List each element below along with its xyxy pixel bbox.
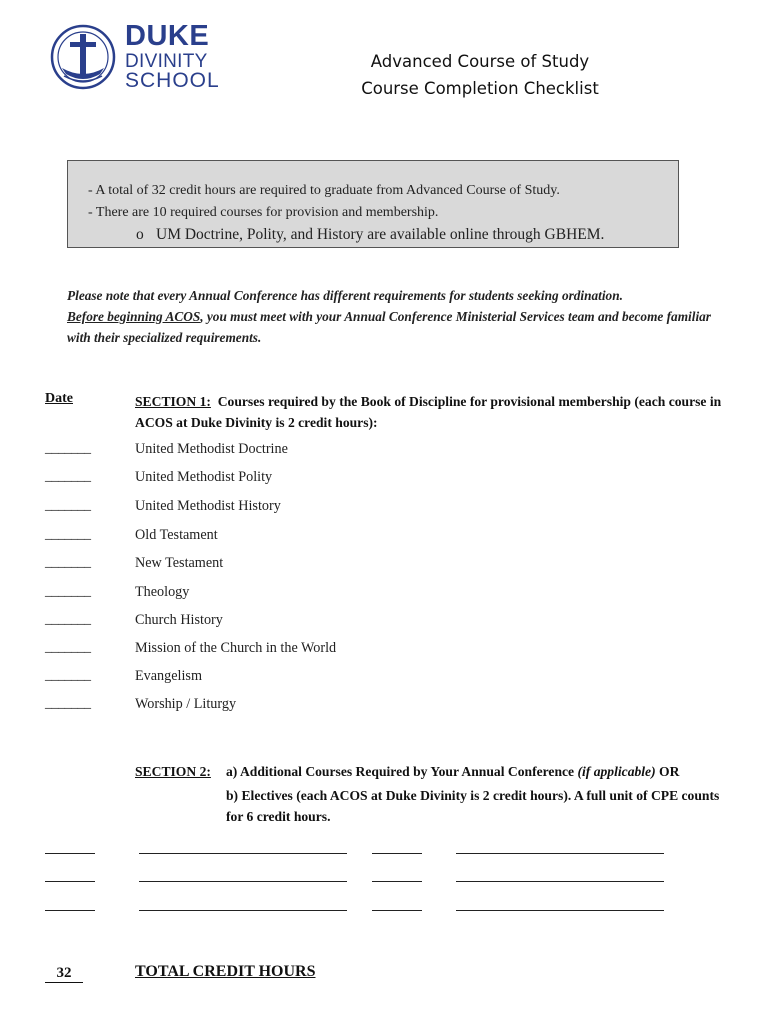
credits-line[interactable] xyxy=(372,910,422,911)
notes-line[interactable] xyxy=(456,910,664,911)
section-1-heading xyxy=(135,391,730,433)
course-row xyxy=(0,498,770,518)
course-line[interactable] xyxy=(139,881,347,882)
course-name: Old Testament xyxy=(135,527,218,543)
course-name: Mission of the Church in the World xyxy=(135,640,337,656)
logo-line-duke: DUKE xyxy=(125,20,210,52)
document-title xyxy=(340,48,620,102)
course-row xyxy=(0,555,770,575)
elective-row xyxy=(0,870,770,886)
logo-line-divinity: DIVINITY xyxy=(125,51,208,72)
course-row xyxy=(0,584,770,604)
note-part-2: Before beginning ACOS xyxy=(67,309,201,324)
credits-line[interactable] xyxy=(372,853,422,854)
section-2-option-a-text: a) Additional Courses Required by Your Annual Conference xyxy=(226,764,578,779)
date-blank[interactable]: _______ xyxy=(45,612,91,627)
course-name: Evangelism xyxy=(135,668,202,684)
course-name: United Methodist Doctrine xyxy=(135,441,288,457)
info-online-courses xyxy=(136,226,604,244)
requirements-info-box xyxy=(67,160,679,248)
duke-divinity-logo xyxy=(50,22,225,94)
date-blank[interactable]: _______ xyxy=(45,527,91,542)
conference-note xyxy=(67,285,717,348)
date-blank[interactable]: _______ xyxy=(45,696,91,711)
course-name: United Methodist Polity xyxy=(135,469,273,485)
section-2-or: OR xyxy=(655,764,680,779)
note-part-1: Please note that every Annual Conference has different requirements for students seeking ordination. xyxy=(67,288,623,303)
elective-row xyxy=(0,899,770,915)
date-blank[interactable]: _______ xyxy=(45,498,91,513)
total-credit-label: TOTAL CREDIT HOURS xyxy=(135,963,316,980)
info-online-text: UM Doctrine, Polity, and History are available online through GBHEM. xyxy=(156,226,605,243)
title-line-2: Course Completion Checklist xyxy=(361,79,599,98)
course-row xyxy=(0,612,770,632)
info-total-credits: - A total of 32 credit hours are required to graduate from Advanced Course of Study. xyxy=(88,183,560,198)
course-line[interactable] xyxy=(139,853,347,854)
course-name: Theology xyxy=(135,584,190,600)
credits-line[interactable] xyxy=(372,881,422,882)
date-line[interactable] xyxy=(45,853,95,854)
course-row xyxy=(0,527,770,547)
section-1-description: Courses required by the Book of Discipline for provisional membership (each course in ACOS at Duke Divinity is 2 credit hours): xyxy=(135,394,722,430)
title-line-1: Advanced Course of Study xyxy=(370,52,590,71)
section-2-label: SECTION 2: xyxy=(135,764,211,779)
date-blank[interactable]: _______ xyxy=(45,441,91,456)
note-part-3: , you must meet with your Annual Conference Ministerial Services team and become familiar with their specialized requirements. xyxy=(67,309,711,345)
section-2-option-a xyxy=(226,764,679,780)
seal-icon xyxy=(50,24,116,90)
date-column-header: Date xyxy=(45,391,73,406)
course-line[interactable] xyxy=(139,910,347,911)
course-name: New Testament xyxy=(135,555,224,571)
date-blank[interactable]: _______ xyxy=(45,469,91,484)
section-1-label: SECTION 1: xyxy=(135,394,211,409)
course-row xyxy=(0,696,770,716)
course-row xyxy=(0,640,770,660)
course-row xyxy=(0,668,770,688)
notes-line[interactable] xyxy=(456,881,664,882)
course-name: Church History xyxy=(135,612,223,628)
date-blank[interactable]: _______ xyxy=(45,555,91,570)
date-blank[interactable]: _______ xyxy=(45,668,91,683)
date-line[interactable] xyxy=(45,910,95,911)
course-name: United Methodist History xyxy=(135,498,281,514)
info-required-courses: - There are 10 required courses for provision and membership. xyxy=(88,205,439,220)
date-blank[interactable]: _______ xyxy=(45,640,91,655)
section-2-if-applicable: (if applicable) xyxy=(577,764,656,779)
total-credit-value: 32 xyxy=(45,964,83,983)
course-name: Worship / Liturgy xyxy=(135,696,237,712)
course-row xyxy=(0,441,770,461)
date-blank[interactable]: _______ xyxy=(45,584,91,599)
bullet-icon: o xyxy=(136,226,144,243)
section-2-option-b: b) Electives (each ACOS at Duke Divinity is 2 credit hours). A full unit of CPE counts for 6 credit hours. xyxy=(226,788,720,824)
elective-row xyxy=(0,842,770,858)
logo-line-school: SCHOOL xyxy=(125,69,220,92)
date-line[interactable] xyxy=(45,881,95,882)
notes-line[interactable] xyxy=(456,853,664,854)
course-row xyxy=(0,469,770,489)
